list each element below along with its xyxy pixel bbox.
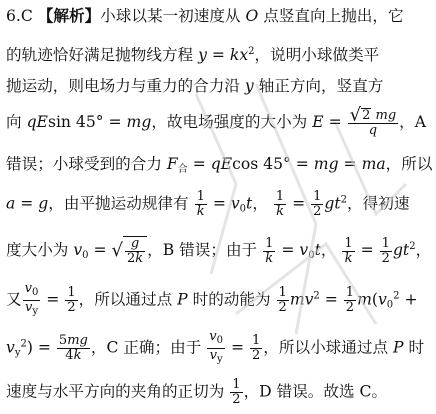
fraction-e: $\frac{√2 mg}{q}$: [349, 104, 397, 138]
line-1: 6.C 【解析】小球以某一初速度从 O 点竖直向上抛出，它: [6, 6, 404, 25]
line-7: 度大小为 $v_0$ = √ $\frac{g}{2k}$ ，B 错误；由于 $\frac{1}{k}$ = $v_0t$， $\frac{1}{k}$ = $\frac{1}{2}$ $gt^2$，: [6, 235, 432, 266]
line-9: $v_y^2$) = $\frac{5mg}{4k}$ ，C 正确；由于 $\frac{v_0}{v_y}$ = $\frac{1}{2}$ ，所以小球通过点 P 时: [6, 329, 425, 365]
line-6: a = g，由平抛运动规律有 $\frac{1}{k}$ = $v_0t$， $\frac{1}{k}$ = $\frac{1}{2}$ $gt^2$，得初速: [6, 189, 410, 219]
problem-number: 6.C: [6, 7, 33, 25]
analysis-tag: 【解析】: [37, 6, 101, 25]
line-10: 速度与水平方向的夹角的正切为 $\frac{1}{2}$ ，D 错误。故选 C。: [6, 377, 388, 407]
line-5: 错误；小球受到的合力 $F_合 = qEcos$ 45° = mg = ma，所以: [6, 155, 433, 175]
line-2: 的轨迹恰好满足抛物线方程 $y = kx^2$，说明小球做类平: [6, 46, 380, 64]
line-4: 向 qEsin 45° = mg，故电场强度的大小为 E = $\frac{√2 mg}{q}$ ，A: [6, 104, 427, 138]
line-3: 抛运动，则电场力与重力的合力沿 y 轴正方向，竖直方: [6, 77, 384, 95]
solution-text: [6, 4, 434, 410]
line-8: 又 $\frac{v_0}{v_y}$ = $\frac{1}{2}$ ，所以通过点 P 时的动能为 $\frac{1}{2}$ $mv^2$ = $\frac{1}{2}$ $m(v_0^2$ +: [6, 281, 418, 317]
